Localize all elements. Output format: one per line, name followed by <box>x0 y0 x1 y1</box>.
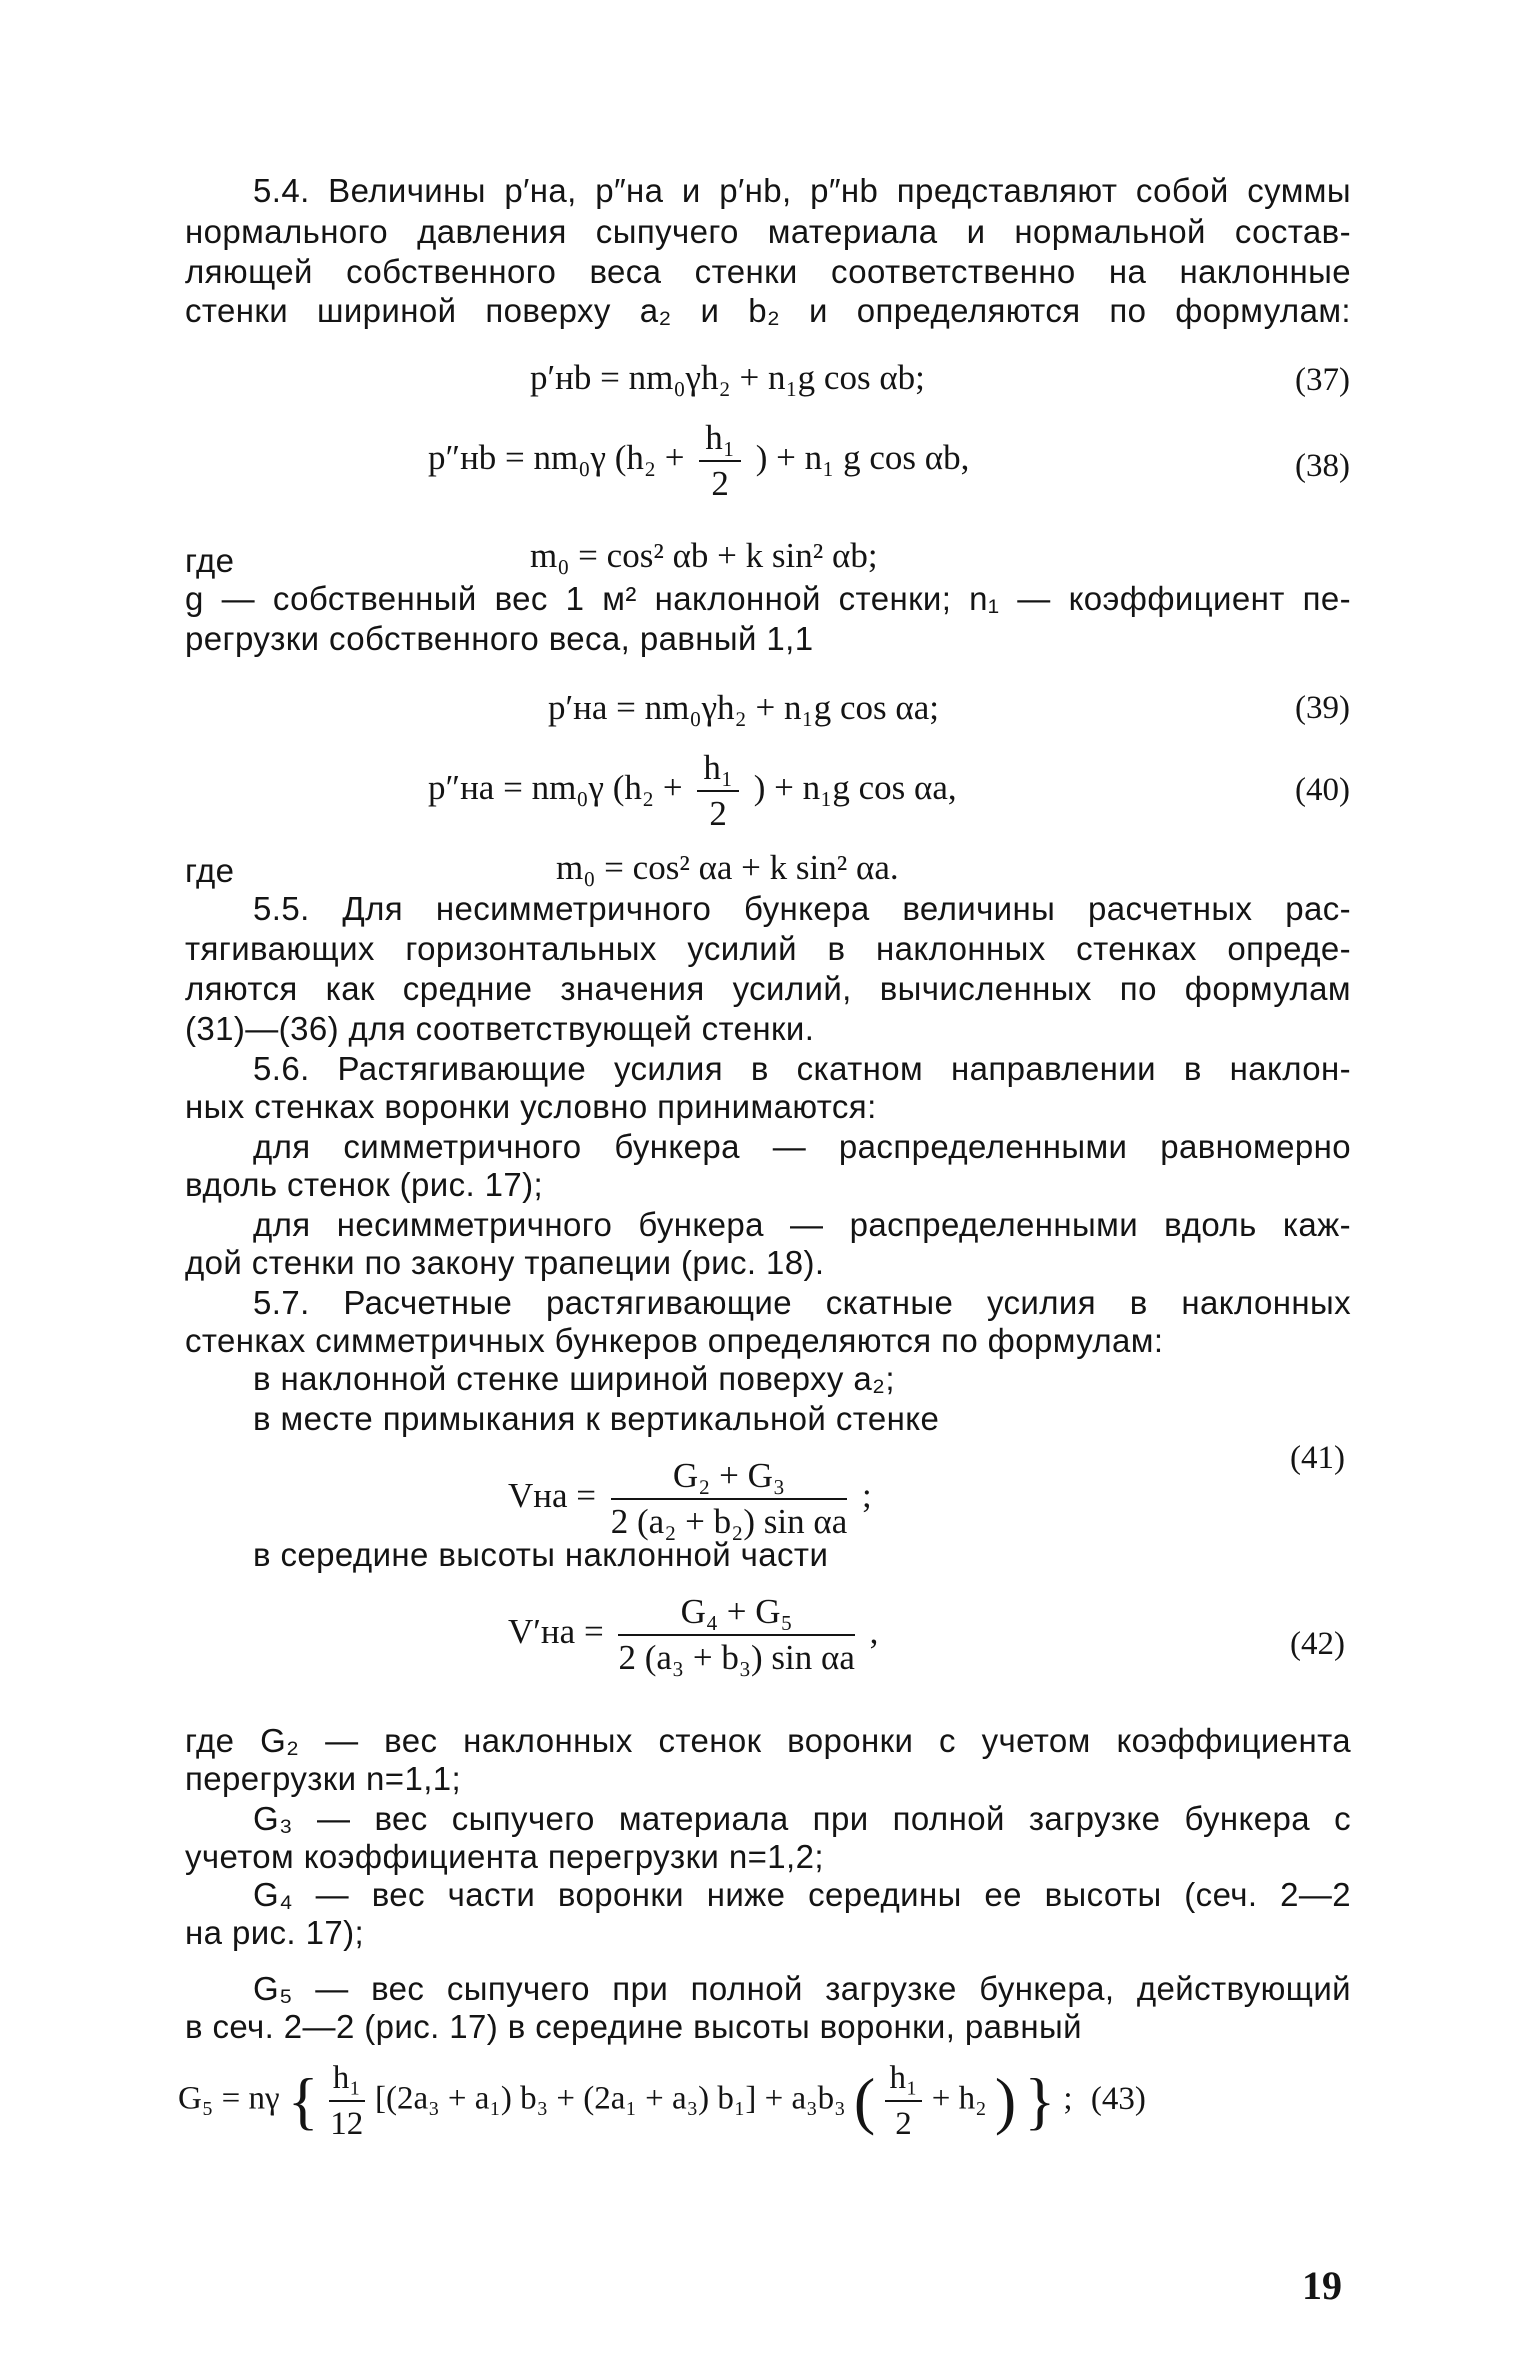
where-label-2: где <box>185 852 235 889</box>
para-5-7-line-1: 5.7. Расчетные растягивающие скатные усилия в наклонных <box>253 1284 1351 1321</box>
definition-g4-line-1: G₄ — вес части воронки ниже середины ее высоты (сеч. 2—2 <box>253 1876 1351 1913</box>
equation-42-fraction <box>618 1592 854 1678</box>
para-5-7-line-4: в месте примыкания к вертикальной стенке <box>253 1400 940 1437</box>
para-5-4-line-1: 5.4. Величины p′на, p″на и p′нb, p″нb представляют собой суммы <box>253 172 1351 209</box>
para-5-5-line-1: 5.5. Для несимметричного бункера величины расчетных рас- <box>253 890 1351 927</box>
equation-37: p′нb = nm₀γh₂ + n₁g cos αb; <box>530 358 925 397</box>
m0-formula-b: m₀ = cos² αb + k sin² αb; <box>530 536 878 575</box>
equation-41-tail: ; <box>862 1476 872 1516</box>
definition-g3-line-1: G₃ — вес сыпучего материала при полной загрузке бункера с <box>253 1800 1351 1837</box>
equation-38 <box>428 418 969 504</box>
definition-g2-line-2: перегрузки n=1,1; <box>185 1760 462 1797</box>
para-5-6-line-4: вдоль стенок (рис. 17); <box>185 1166 544 1203</box>
equation-42 <box>508 1592 878 1678</box>
equation-43-tail: ; <box>1063 2080 1073 2117</box>
para-5-6-line-3: для симметричного бункера — распределенными равномерно <box>253 1128 1351 1165</box>
equation-43-number: (43) <box>1090 2080 1146 2117</box>
equation-40-lhs: p″на = nm₀γ (h₂ + <box>428 768 683 808</box>
equation-43-left-paren: ( <box>853 2065 876 2136</box>
equation-39-number: (39) <box>1295 690 1350 726</box>
where-label-1: где <box>185 542 235 579</box>
equation-41-denominator: 2 (a₂ + b₂) sin αa <box>610 1502 848 1541</box>
m0-formula-a: m₀ = cos² αa + k sin² αa. <box>556 848 899 887</box>
equation-41 <box>508 1456 872 1542</box>
para-5-6-line-5: для несимметричного бункера — распределенными вдоль каж- <box>253 1206 1351 1243</box>
para-5-5-line-3: ляются как средние значения усилий, вычисленных по формулам <box>185 970 1351 1007</box>
equation-40-frac-denominator: 2 <box>709 794 727 833</box>
para-5-6-line-2: ных стенках воронки условно принимаются: <box>185 1088 877 1125</box>
equation-38-lhs: p″нb = nm₀γ (h₂ + <box>428 438 685 478</box>
definition-g4-line-2: на рис. 17); <box>185 1914 365 1951</box>
equation-43-inner-numerator: h₁ <box>885 2058 921 2102</box>
equation-41-fraction <box>611 1456 847 1542</box>
equation-38-fraction <box>699 418 741 504</box>
para-5-5-line-2: тягивающих горизонтальных усилий в наклонных стенках опреде- <box>185 930 1351 967</box>
equation-43-body: [(2a₃ + a₁) b₃ + (2a₁ + a₃) b₁] + a₃b₃ <box>375 2080 846 2117</box>
equation-40-rhs: ) + n₁g cos αa, <box>753 768 957 808</box>
definition-g5-line-2: в сеч. 2—2 (рис. 17) в середине высоты воронки, равный <box>185 2008 1082 2045</box>
equation-38-frac-denominator: 2 <box>711 464 729 503</box>
equation-43-frac-numerator: h₁ <box>329 2058 365 2102</box>
equation-43-right-brace: } <box>1024 2065 1056 2136</box>
equation-40-frac-numerator: h₁ <box>697 748 739 792</box>
definition-g3-line-2: учетом коэффициента перегрузки n=1,2; <box>185 1838 824 1875</box>
equation-43-inner-denominator: 2 <box>895 2106 912 2142</box>
equation-43-inner-fraction <box>885 2058 921 2144</box>
g-definition-line-2: регрузки собственного веса, равный 1,1 <box>185 620 814 657</box>
para-5-7-line-2: стенках симметричных бункеров определяются по формулам: <box>185 1322 1164 1359</box>
para-5-6-line-1: 5.6. Растягивающие усилия в скатном направлении в наклон- <box>253 1050 1351 1087</box>
equation-40-number: (40) <box>1295 772 1350 808</box>
equation-42-denominator: 2 (a₃ + b₃) sin αa <box>618 1638 855 1677</box>
equation-42-numerator: G₄ + G₅ <box>618 1592 854 1636</box>
equation-40-fraction <box>697 748 739 834</box>
para-5-4-line-4: стенки шириной поверху a₂ и b₂ и определяются по формулам: <box>185 292 1351 329</box>
para-5-4-line-3: ляющей собственного веса стенки соответственно на наклонные <box>185 253 1351 290</box>
definition-g2-line-1: где G₂ — вес наклонных стенок воронки с учетом коэффициента <box>185 1722 1351 1759</box>
g-definition-line-1: g — собственный вес 1 м² наклонной стенки; n₁ — коэффициент пе- <box>185 580 1351 617</box>
equation-38-number: (38) <box>1295 448 1350 484</box>
equation-43-right-paren: ) <box>994 2065 1017 2136</box>
equation-41-lhs: Vна = <box>508 1476 597 1516</box>
para-5-5-line-4: (31)—(36) для соответствующей стенки. <box>185 1010 815 1047</box>
para-5-6-line-6: дой стенки по закону трапеции (рис. 18). <box>185 1244 825 1281</box>
equation-42-number: (42) <box>1290 1626 1345 1662</box>
equation-41-numerator: G₂ + G₃ <box>611 1456 847 1500</box>
equation-43-fraction <box>329 2058 365 2144</box>
definition-g5-line-1: G₅ — вес сыпучего при полной загрузке бункера, действующий <box>253 1970 1351 2007</box>
equation-38-frac-numerator: h₁ <box>699 418 741 462</box>
equation-42-tail: , <box>869 1612 879 1652</box>
page-number: 19 <box>1302 2263 1342 2308</box>
equation-42-lhs: V′на = <box>508 1612 604 1652</box>
para-5-7-line-3: в наклонной стенке шириной поверху a₂; <box>253 1360 895 1397</box>
equation-43-lhs: G₅ = nγ <box>178 2080 280 2117</box>
equation-41-number: (41) <box>1290 1440 1345 1476</box>
mid-height-text: в середине высоты наклонной части <box>253 1536 829 1573</box>
equation-37-number: (37) <box>1295 362 1350 398</box>
equation-43-frac-denominator: 12 <box>330 2106 364 2142</box>
equation-40 <box>428 748 957 834</box>
equation-43-left-brace: { <box>287 2065 319 2136</box>
equation-38-rhs: ) + n₁ g cos αb, <box>755 438 970 478</box>
equation-43 <box>178 2058 1146 2144</box>
equation-43-inner-tail: + h₂ <box>931 2080 987 2117</box>
equation-39: p′на = nm₀γh₂ + n₁g cos αa; <box>548 688 939 727</box>
para-5-4-line-2: нормального давления сыпучего материала и нормальной состав- <box>185 213 1351 250</box>
